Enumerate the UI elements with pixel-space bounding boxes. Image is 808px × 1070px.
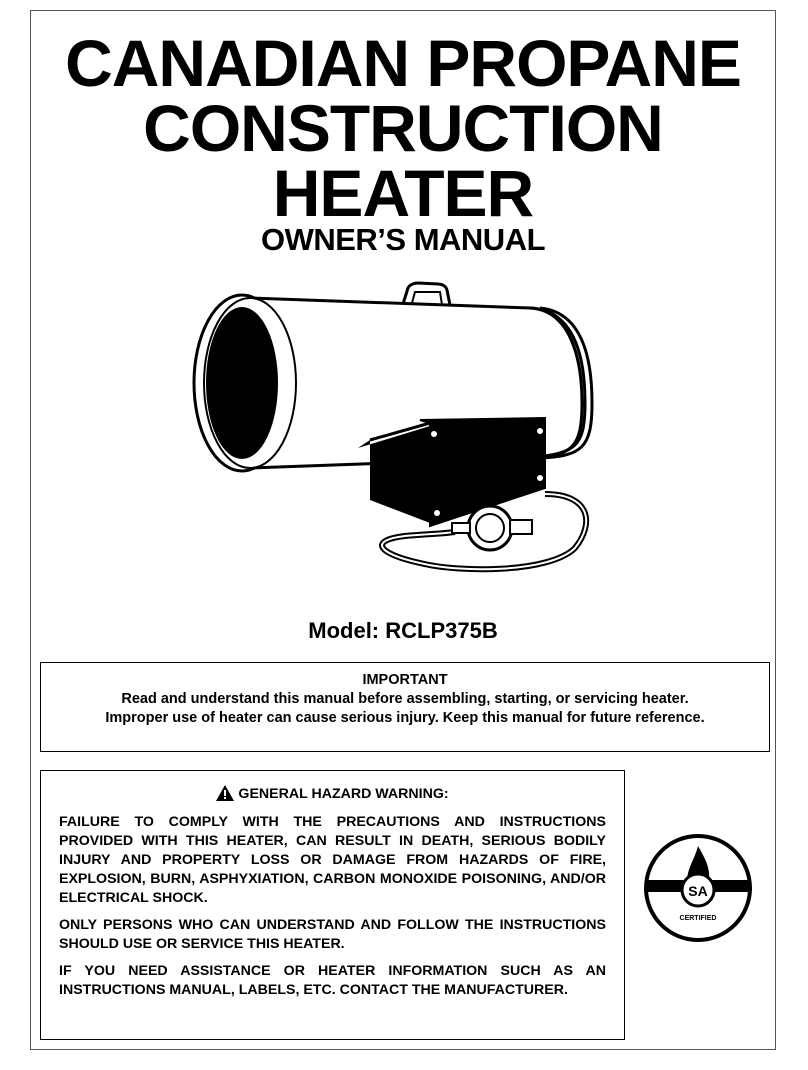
title-line-2: CONSTRUCTION (143, 91, 663, 165)
certified-text: CERTIFIED (679, 915, 717, 922)
model-number: Model: RCLP375B (308, 618, 498, 643)
hazard-paragraph-2: ONLY PERSONS WHO CAN UNDERSTAND AND FOLLOW THE INSTRUCTIONS SHOULD USE OR SERVICE THIS HEATER. (59, 917, 606, 952)
important-line-2: Improper use of heater can cause serious injury. Keep this manual for future reference. (105, 710, 705, 726)
hazard-heading: GENERAL HAZARD WARNING: (238, 786, 449, 802)
title-line-3: HEATER (272, 156, 534, 230)
csa-mark-text: SA (688, 883, 708, 899)
warning-triangle-icon (216, 785, 234, 801)
hazard-heading-row (59, 785, 606, 804)
hazard-paragraph-3: IF YOU NEED ASSISTANCE OR HEATER INFORMATION SUCH AS AN INSTRUCTIONS MANUAL, LABELS, ETC. CONTACT THE MANUFACTURER. (59, 963, 606, 998)
important-line-1: Read and understand this manual before assembling, starting, or servicing heater. (121, 691, 689, 707)
heater-illustration (190, 278, 610, 578)
csa-certified-logo (642, 832, 754, 944)
important-notice-box (40, 662, 770, 752)
hazard-paragraph-1: FAILURE TO COMPLY WITH THE PRECAUTIONS AND INSTRUCTIONS PROVIDED WITH THIS HEATER, CAN RESULT IN DEATH, SERIOUS BODILY INJURY AND PROPERTY LOSS OR DAMAGE FROM HAZARDS OF FIRE, EXPLOSION, BURN, ASPHYXIATION, CARBON MONOXIDE POISONING, AND/OR ELECTRICAL SHOCK. (59, 814, 606, 906)
title-line-1: CANADIAN PROPANE (65, 26, 741, 100)
manual-subtitle: OWNER’S MANUAL (260, 222, 546, 257)
important-heading: IMPORTANT (362, 672, 448, 688)
hazard-warning-box (40, 770, 625, 1040)
